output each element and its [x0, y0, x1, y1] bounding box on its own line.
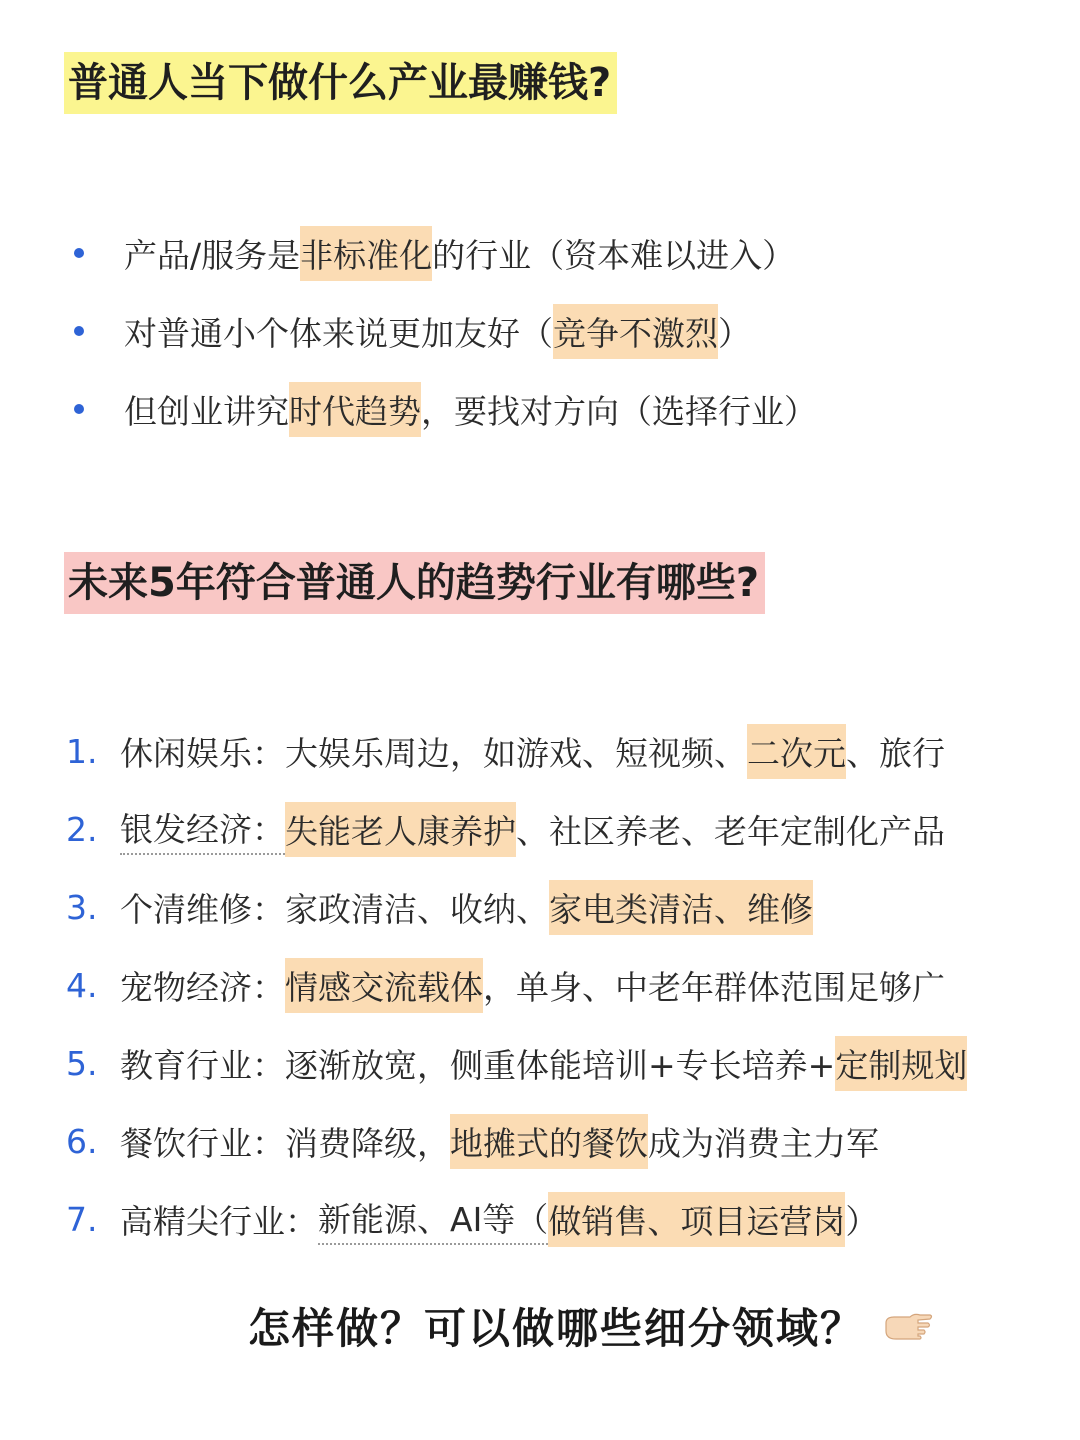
industry-item [66, 946, 967, 1024]
item-text-pre: 逐渐放宽，侧重体能培训+专长培养+ [285, 1045, 836, 1085]
item-highlight: 二次元 [747, 724, 846, 779]
item-text-pre: 消费降级， [285, 1123, 450, 1163]
item-highlight: 定制规划 [835, 1036, 967, 1091]
item-number: 6. [66, 1121, 98, 1161]
item-text-post: ，单身、中老年群体范围足够广 [483, 967, 945, 1007]
heading-trend-industries: 未来5年符合普通人的趋势行业有哪些? [64, 552, 765, 614]
item-text-post: 成为消费主力军 [648, 1123, 879, 1163]
bullet-list [70, 214, 817, 448]
bullet-text-post: 的行业（资本难以进入） [432, 235, 796, 275]
item-number: 7. [66, 1199, 98, 1239]
bullet-highlight: 竞争不激烈 [553, 304, 718, 359]
bullet-dot-icon [74, 326, 84, 336]
industry-item [66, 868, 967, 946]
item-text-post: ） [845, 1201, 879, 1241]
item-number: 4. [66, 965, 98, 1005]
bullet-item [70, 292, 817, 370]
bullet-text-pre: 对普通小个体来说更加友好（ [124, 313, 553, 353]
bullet-highlight: 非标准化 [300, 226, 432, 281]
item-text-post: 、旅行 [846, 733, 945, 773]
industry-item [66, 1102, 967, 1180]
item-text-pre: 新能源、AI等（ [318, 1194, 548, 1245]
item-label: 教育行业： [120, 1045, 285, 1085]
industry-list [66, 712, 967, 1258]
item-label: 休闲娱乐： [120, 733, 285, 773]
bullet-item [70, 214, 817, 292]
item-label: 高精尖行业： [120, 1201, 318, 1241]
industry-item [66, 1180, 967, 1258]
item-text-post: 、社区养老、老年定制化产品 [516, 811, 945, 851]
industry-item [66, 1024, 967, 1102]
item-label: 宠物经济： [120, 967, 285, 1007]
item-number: 3. [66, 887, 98, 927]
bullet-text-post: ） [718, 313, 751, 353]
industry-item [66, 712, 967, 790]
item-highlight: 做销售、项目运营岗 [548, 1192, 845, 1247]
item-label: 银发经济： [120, 804, 285, 855]
bullet-item [70, 370, 817, 448]
item-number: 2. [66, 809, 98, 849]
item-text-pre: 大娱乐周边，如游戏、短视频、 [285, 733, 747, 773]
item-highlight: 失能老人康养护 [285, 802, 516, 857]
pointing-hand-icon [884, 1311, 934, 1341]
item-number: 5. [66, 1043, 98, 1083]
heading-money-industry: 普通人当下做什么产业最赚钱? [64, 52, 617, 114]
bullet-dot-icon [74, 248, 84, 258]
item-number: 1. [66, 731, 98, 771]
item-label: 个清维修： [120, 889, 285, 929]
item-highlight: 地摊式的餐饮 [450, 1114, 648, 1169]
bullet-text-pre: 产品/服务是 [124, 235, 301, 275]
bullet-highlight: 时代趋势 [289, 382, 421, 437]
bullet-dot-icon [74, 404, 84, 414]
item-text-pre: 家政清洁、收纳、 [285, 889, 549, 929]
closing-question [248, 1296, 934, 1356]
bullet-text-post: ，要找对方向（选择行业） [421, 391, 817, 431]
item-label: 餐饮行业： [120, 1123, 285, 1163]
item-highlight: 情感交流载体 [285, 958, 483, 1013]
item-highlight: 家电类清洁、维修 [549, 880, 813, 935]
bullet-text-pre: 但创业讲究 [124, 391, 289, 431]
industry-item [66, 790, 967, 868]
closing-text: 怎样做？可以做哪些细分领域？ [248, 1304, 865, 1353]
